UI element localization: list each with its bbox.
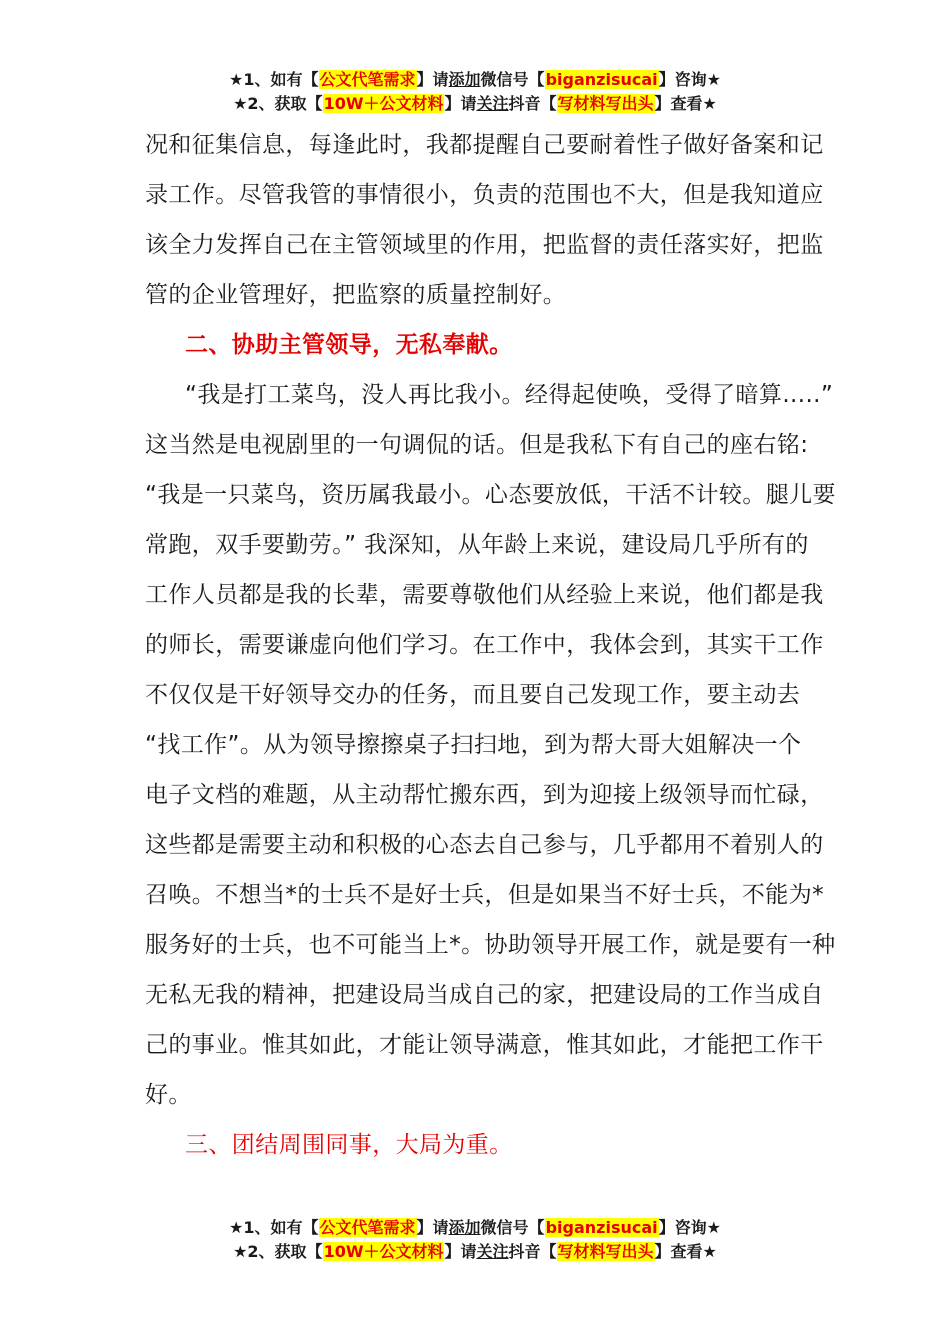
footer-line-2-text: 】请 bbox=[444, 1242, 477, 1261]
follow-link[interactable]: 关注 bbox=[476, 1242, 509, 1261]
header-line-2-text: 】请 bbox=[444, 94, 477, 113]
section-heading-2: 二、协助主管领导，无私奉献。 bbox=[185, 332, 513, 358]
paragraph-line: 工作人员都是我的长辈，需要尊敬他们从经验上来说，他们都是我 bbox=[145, 582, 824, 608]
header-line-2-suffix: 】查看★ bbox=[654, 94, 717, 113]
service-highlight: 公文代笔需求 bbox=[319, 1218, 416, 1237]
paragraph-line: 的师长，需要谦虚向他们学习。在工作中，我体会到，其实干工作 bbox=[145, 632, 824, 658]
paragraph-line: 服务好的士兵，也不可能当上*。协助领导开展工作，就是要有一种 bbox=[145, 932, 836, 958]
paragraph-line: 好。 bbox=[145, 1082, 192, 1108]
paragraph-line: 这些都是需要主动和积极的心态去自己参与，几乎都用不着别人的 bbox=[145, 832, 824, 858]
wechat-id-highlight: biganzisucai bbox=[545, 70, 658, 89]
paragraph-line: “找工作”。从为领导擦擦桌子扫扫地，到为帮大哥大姐解决一个 bbox=[145, 732, 802, 758]
paragraph-line: “我是一只菜鸟，资历属我最小。心态要放低，干活不计较。腿儿要 bbox=[145, 482, 836, 508]
footer-line-2-suffix: 】查看★ bbox=[654, 1242, 717, 1261]
header-line-1-text-2: 微信号【 bbox=[480, 70, 545, 89]
header-line-1-text: 】请 bbox=[416, 70, 449, 89]
paragraph-line: 管的企业管理好，把监察的质量控制好。 bbox=[145, 282, 567, 308]
service-highlight: 公文代笔需求 bbox=[319, 70, 416, 89]
paragraph-line: 这当然是电视剧里的一句调侃的话。但是我私下有自己的座右铭: bbox=[145, 432, 809, 458]
add-link[interactable]: 添加 bbox=[448, 70, 481, 89]
header-line-1 bbox=[0, 68, 950, 92]
header-line-2 bbox=[0, 92, 950, 116]
header-banner-bottom bbox=[0, 1216, 950, 1264]
paragraph-line: 况和征集信息，每逢此时，我都提醒自己要耐着性子做好备案和记 bbox=[145, 132, 824, 158]
paragraph-line: 己的事业。惟其如此，才能让领导满意，惟其如此，才能把工作干 bbox=[145, 1032, 824, 1058]
paragraph-line: 常跑，双手要勤劳。” 我深知，从年龄上来说，建设局几乎所有的 bbox=[145, 532, 809, 558]
paragraph-line: 无私无我的精神，把建设局当成自己的家，把建设局的工作当成自 bbox=[145, 982, 824, 1008]
douyin-id-highlight: 写材料写出头 bbox=[557, 1242, 654, 1261]
add-link[interactable]: 添加 bbox=[448, 1218, 481, 1237]
header-banner-top bbox=[0, 68, 950, 116]
paragraph-line: 录工作。尽管我管的事情很小，负责的范围也不大，但是我知道应 bbox=[145, 182, 824, 208]
footer-line-1-prefix: ★1、如有【 bbox=[229, 1218, 319, 1237]
wechat-id-highlight: biganzisucai bbox=[545, 1218, 658, 1237]
follow-link[interactable]: 关注 bbox=[476, 94, 509, 113]
header-line-1-prefix: ★1、如有【 bbox=[229, 70, 319, 89]
footer-line-1-text: 】请 bbox=[416, 1218, 449, 1237]
header-line-2-prefix: ★2、获取【 bbox=[233, 94, 323, 113]
paragraph-line: 电子文档的难题，从主动帮忙搬东西，到为迎接上级领导而忙碌， bbox=[145, 782, 824, 808]
footer-line-2-text-2: 抖音【 bbox=[508, 1242, 557, 1261]
paragraph-line: 该全力发挥自己在主管领域里的作用，把监督的责任落实好，把监 bbox=[145, 232, 824, 258]
paragraph-line: “我是打工菜鸟，没人再比我小。经得起使唤，受得了暗算.....” bbox=[185, 382, 834, 408]
paragraph-line: 召唤。不想当*的士兵不是好士兵，但是如果当不好士兵，不能为* bbox=[145, 882, 824, 908]
douyin-id-highlight: 写材料写出头 bbox=[557, 94, 654, 113]
header-line-2-text-2: 抖音【 bbox=[508, 94, 557, 113]
materials-highlight: 10W＋公文材料 bbox=[323, 94, 444, 113]
footer-line-2 bbox=[0, 1240, 950, 1264]
paragraph-line: 不仅仅是干好领导交办的任务，而且要自己发现工作，要主动去 bbox=[145, 682, 801, 708]
section-heading-3: 三、团结周围同事，大局为重。 bbox=[185, 1132, 513, 1158]
materials-highlight: 10W＋公文材料 bbox=[323, 1242, 444, 1261]
header-line-1-suffix: 】咨询★ bbox=[658, 70, 721, 89]
footer-line-2-prefix: ★2、获取【 bbox=[233, 1242, 323, 1261]
footer-line-1-suffix: 】咨询★ bbox=[658, 1218, 721, 1237]
footer-line-1-text-2: 微信号【 bbox=[480, 1218, 545, 1237]
footer-line-1 bbox=[0, 1216, 950, 1240]
document-body bbox=[145, 120, 836, 1170]
